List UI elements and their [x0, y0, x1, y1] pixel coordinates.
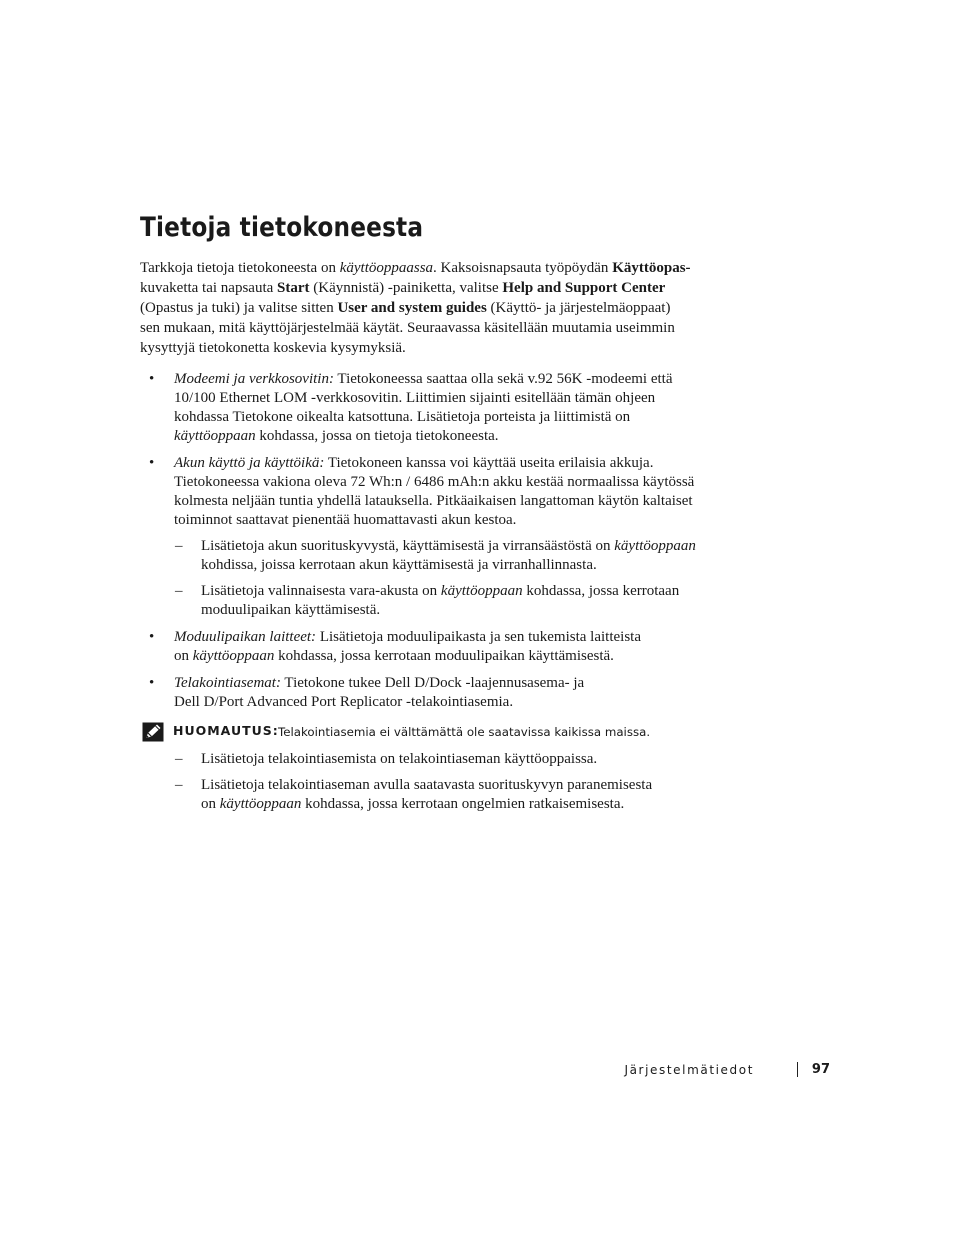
text: . Kaksoisnapsauta työpöydän — [433, 260, 613, 276]
bold-term: Käyttöopas- — [612, 260, 691, 276]
text-line — [201, 795, 760, 814]
text-line — [201, 537, 760, 556]
footer-divider — [797, 1062, 798, 1077]
emphasis-text: käyttöoppaan — [440, 583, 523, 599]
sub-item — [140, 582, 760, 620]
text: Lisätietoja moduulipaikasta ja sen tukemista laitteista — [316, 629, 641, 645]
text-line — [174, 427, 760, 446]
intro-line — [140, 298, 740, 318]
text: (Opastus ja tuki) ja valitse sitten — [140, 300, 338, 316]
text-line: kohdassa Tietokone oikealta katsottuna. Lisätietoja porteista ja liittimistä on — [174, 409, 631, 425]
emphasis-text: käyttöoppaan — [192, 648, 275, 664]
text: kohdassa, jossa kerrotaan moduulipaikan käyttämisestä. — [274, 648, 614, 664]
item-term: Modeemi ja verkkosovitin: — [174, 371, 334, 387]
emphasis-text: käyttöoppaan — [614, 538, 696, 554]
bullet-marker: • — [149, 371, 155, 387]
text: kohdassa, jossa kerrotaan — [522, 583, 680, 599]
bullet-marker: • — [149, 455, 155, 471]
sub-item — [140, 537, 760, 575]
text-line: kolmesta neljään tuntia yhdellä latauksella. Pitkäaikaisen langattoman käytön kaltaiset — [174, 493, 693, 509]
text: Tietokoneessa saattaa olla sekä v.92 56K -modeemi että — [333, 371, 673, 387]
list-item-battery — [140, 454, 760, 620]
dash-marker: – — [175, 751, 183, 767]
text-line — [174, 454, 760, 473]
pencil-note-icon — [142, 722, 164, 742]
page-title: Tietoja tietokoneesta — [140, 212, 424, 243]
text: (Käyttö- ja järjestelmäoppaat) — [486, 300, 671, 316]
page-number: 97 — [811, 1062, 830, 1077]
page-footer — [600, 1062, 830, 1080]
item-term: Moduulipaikan laitteet: — [174, 629, 317, 645]
text: Tietokoneen kanssa voi käyttää useita erilaisia akkuja. — [324, 455, 654, 471]
list-item-docking — [140, 674, 760, 712]
emphasis-text: käyttöoppaan — [174, 428, 256, 444]
text-line: Lisätietoja telakointiasemista on telakointiaseman käyttöoppaissa. — [201, 751, 598, 767]
text: on — [174, 648, 193, 664]
note-text: Telakointiasemia ei välttämättä ole saatavissa kaikissa maissa. — [278, 725, 651, 739]
intro-paragraph — [140, 258, 740, 358]
text-line: 10/100 Ethernet LOM -verkkosovitin. Liittimien sijainti esitellään tämän ohjeen — [174, 390, 656, 406]
text: (Käynnistä) -painiketta, valitse — [309, 280, 503, 296]
text: on — [201, 796, 220, 812]
text-line — [201, 582, 760, 601]
text-line: Tietokoneessa vakiona oleva 72 Wh:n / 6486 mAh:n akku kestää normaalissa käytössä — [174, 474, 695, 490]
topic-list — [140, 370, 760, 720]
bold-term: Start — [277, 280, 310, 296]
text-line: kohdissa, joissa kerrotaan akun käyttämisestä ja virranhallinnasta. — [201, 557, 597, 573]
intro-line — [140, 278, 740, 298]
text-line: Dell D/Port Advanced Port Replicator -telakointiasemia. — [174, 694, 514, 710]
dash-marker: – — [175, 583, 183, 599]
item-term: Telakointiasemat: — [174, 675, 281, 691]
text: Tarkkoja tietoja tietokoneesta on — [140, 260, 340, 276]
text: kohdassa, jossa kerrotaan ongelmien ratkaisemisesta. — [301, 796, 625, 812]
footer-section-title: Järjestelmätiedot — [624, 1063, 754, 1077]
dash-marker: – — [175, 777, 183, 793]
sub-item — [140, 750, 760, 769]
text-line — [174, 674, 760, 693]
text-line: toiminnot saattavat pienentää huomattavasti akun kestoa. — [174, 512, 517, 528]
intro-line: sen mukaan, mitä käyttöjärjestelmää käytät. Seuraavassa käsitellään muutamia useimmin — [140, 320, 675, 336]
bullet-marker: • — [149, 675, 155, 691]
docking-sub-items — [140, 750, 760, 814]
text-line — [174, 647, 760, 666]
text-line — [174, 370, 760, 389]
bullet-marker: • — [149, 629, 155, 645]
bold-term: Help and Support Center — [502, 280, 666, 296]
intro-line — [140, 258, 740, 278]
note-label: HUOMAUTUS: — [173, 723, 279, 738]
text: kohdassa, jossa on tietoja tietokoneesta. — [255, 428, 499, 444]
text: kuvaketta tai napsauta — [140, 280, 278, 296]
text-line — [174, 628, 760, 647]
text: Lisätietoja akun suorituskyvystä, käyttämisestä ja virransäästöstä on — [201, 538, 615, 554]
text: Lisätietoja valinnaisesta vara-akusta on — [201, 583, 441, 599]
emphasis-text: käyttöoppaassa — [339, 260, 434, 276]
text: Tietokone tukee Dell D/Dock -laajennusasema- ja — [280, 675, 585, 691]
list-item-module-bay — [140, 628, 760, 666]
emphasis-text: käyttöoppaan — [219, 796, 302, 812]
sub-item — [140, 776, 760, 814]
list-item-modem — [140, 370, 760, 446]
dash-marker: – — [175, 538, 183, 554]
sub-group — [140, 750, 760, 814]
intro-line: kysyttyjä tietokonetta koskevia kysymyksiä. — [140, 340, 406, 356]
text-line: Lisätietoja telakointiaseman avulla saatavasta suorituskyvyn paranemisesta — [201, 777, 653, 793]
item-term: Akun käyttö ja käyttöikä: — [174, 455, 325, 471]
text-line: moduulipaikan käyttämisestä. — [201, 602, 381, 618]
bold-term: User and system guides — [337, 300, 487, 316]
